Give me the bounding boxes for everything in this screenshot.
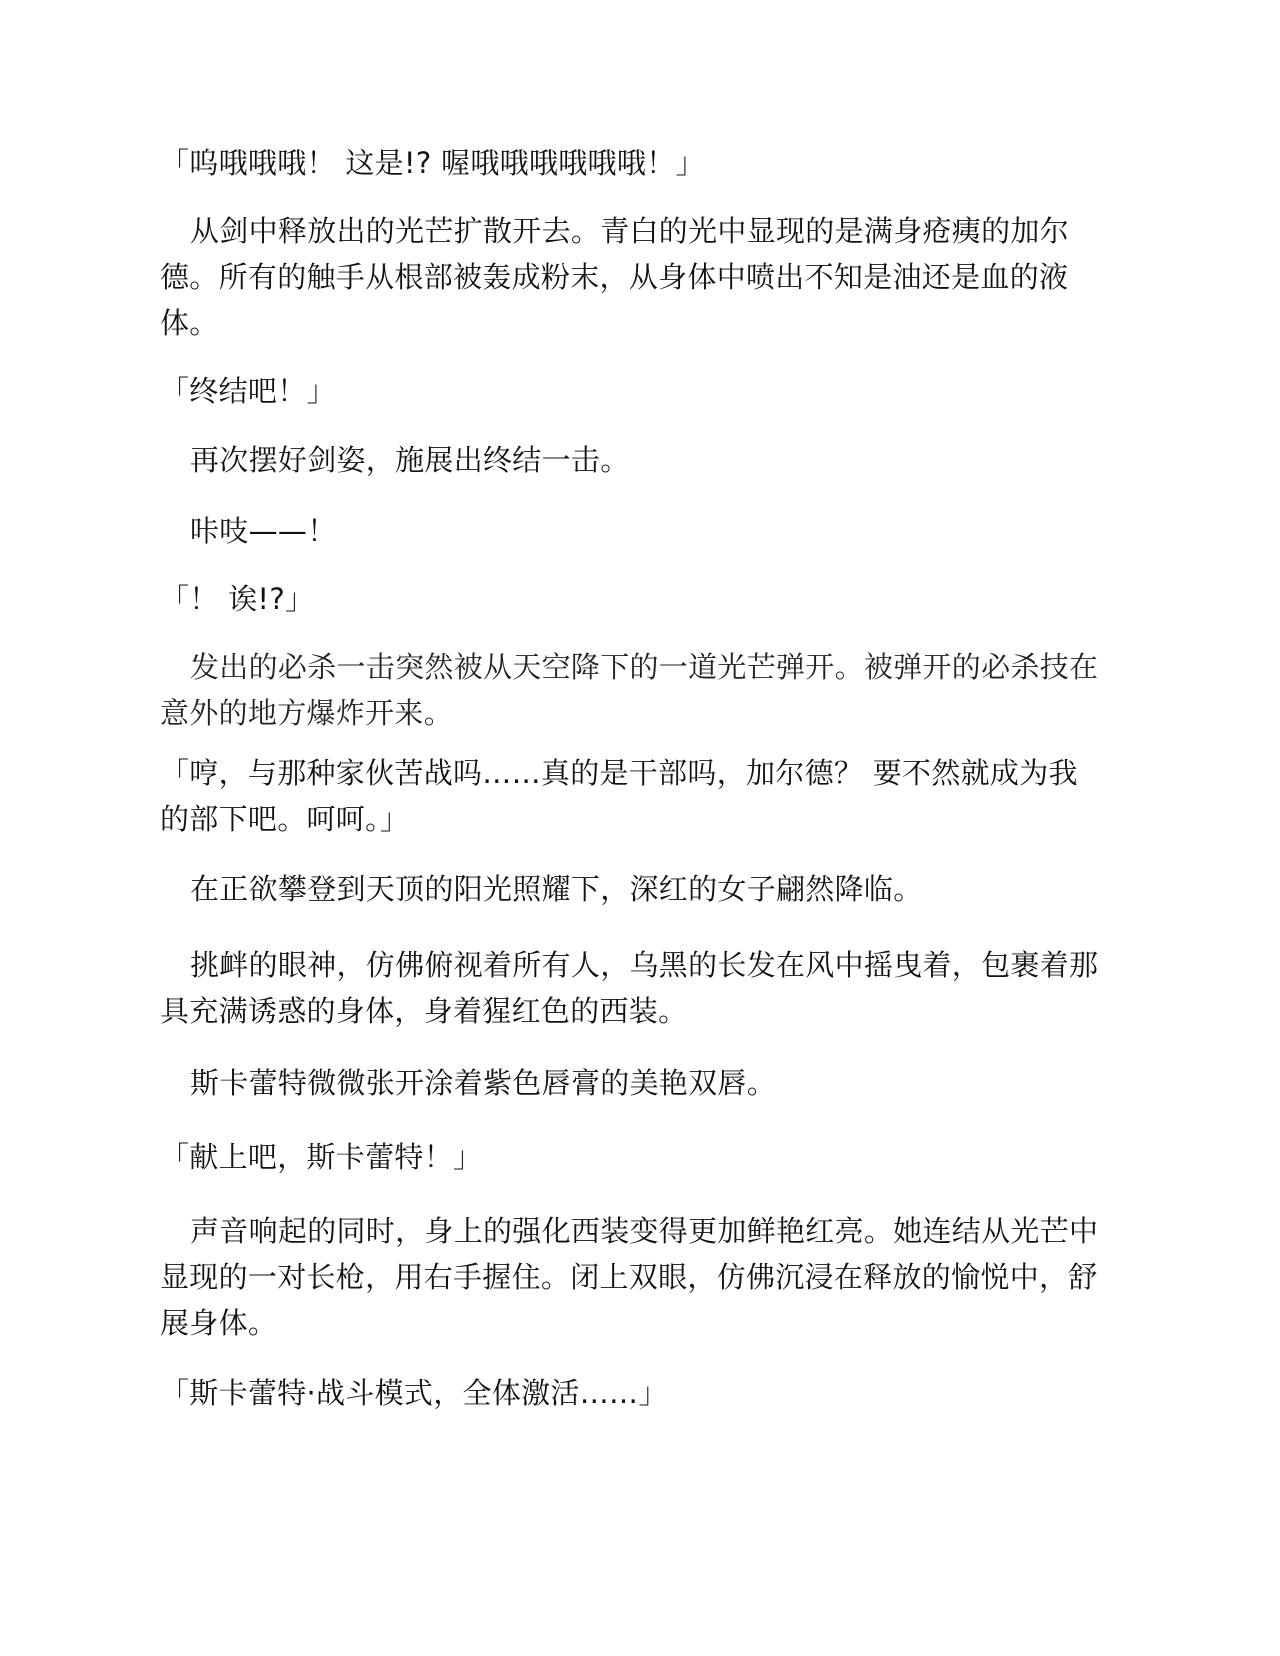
paragraph-12: 「献上吧，斯卡蕾特！」 bbox=[160, 1140, 483, 1174]
paragraph-5: 咔吱——！ bbox=[190, 514, 337, 548]
paragraph-11: 斯卡蕾特微微张开涂着紫色唇膏的美艳双唇。 bbox=[190, 1066, 777, 1100]
paragraph-14: 「斯卡蕾特·战斗模式，全体激活……」 bbox=[160, 1376, 668, 1410]
paragraph-6: 「！ 诶!?」 bbox=[160, 582, 315, 616]
paragraph-4: 再次摆好剑姿，施展出终结一击。 bbox=[190, 443, 630, 477]
paragraph-3: 「终结吧！」 bbox=[160, 374, 336, 408]
paragraph-8: 「哼，与那种家伙苦战吗……真的是干部吗，加尔德？ 要不然就成为我的部下吧。呵呵。」 bbox=[160, 756, 1078, 836]
paragraph-10: 挑衅的眼神，仿佛俯视着所有人，乌黑的长发在风中摇曳着，包裹着那具充满诱惑的身体，身着猩红色的西装。 bbox=[160, 948, 1099, 1028]
paragraph-13: 声音响起的同时，身上的强化西装变得更加鲜艳红亮。她连结从光芒中显现的一对长枪，用右手握住。闭上双眼，仿佛沉浸在释放的愉悦中，舒展身体。 bbox=[160, 1214, 1099, 1340]
paragraph-1: 「呜哦哦哦！ 这是!? 喔哦哦哦哦哦哦！」 bbox=[160, 146, 705, 180]
paragraph-2: 从剑中释放出的光芒扩散开去。青白的光中显现的是满身疮痍的加尔德。所有的触手从根部被轰成粉末，从身体中喷出不知是油还是血的液体。 bbox=[160, 214, 1070, 340]
paragraph-9: 在正欲攀登到天顶的阳光照耀下，深红的女子翩然降临。 bbox=[190, 872, 923, 906]
paragraph-7: 发出的必杀一击突然被从天空降下的一道光芒弹开。被弹开的必杀技在意外的地方爆炸开来。 bbox=[160, 650, 1099, 730]
